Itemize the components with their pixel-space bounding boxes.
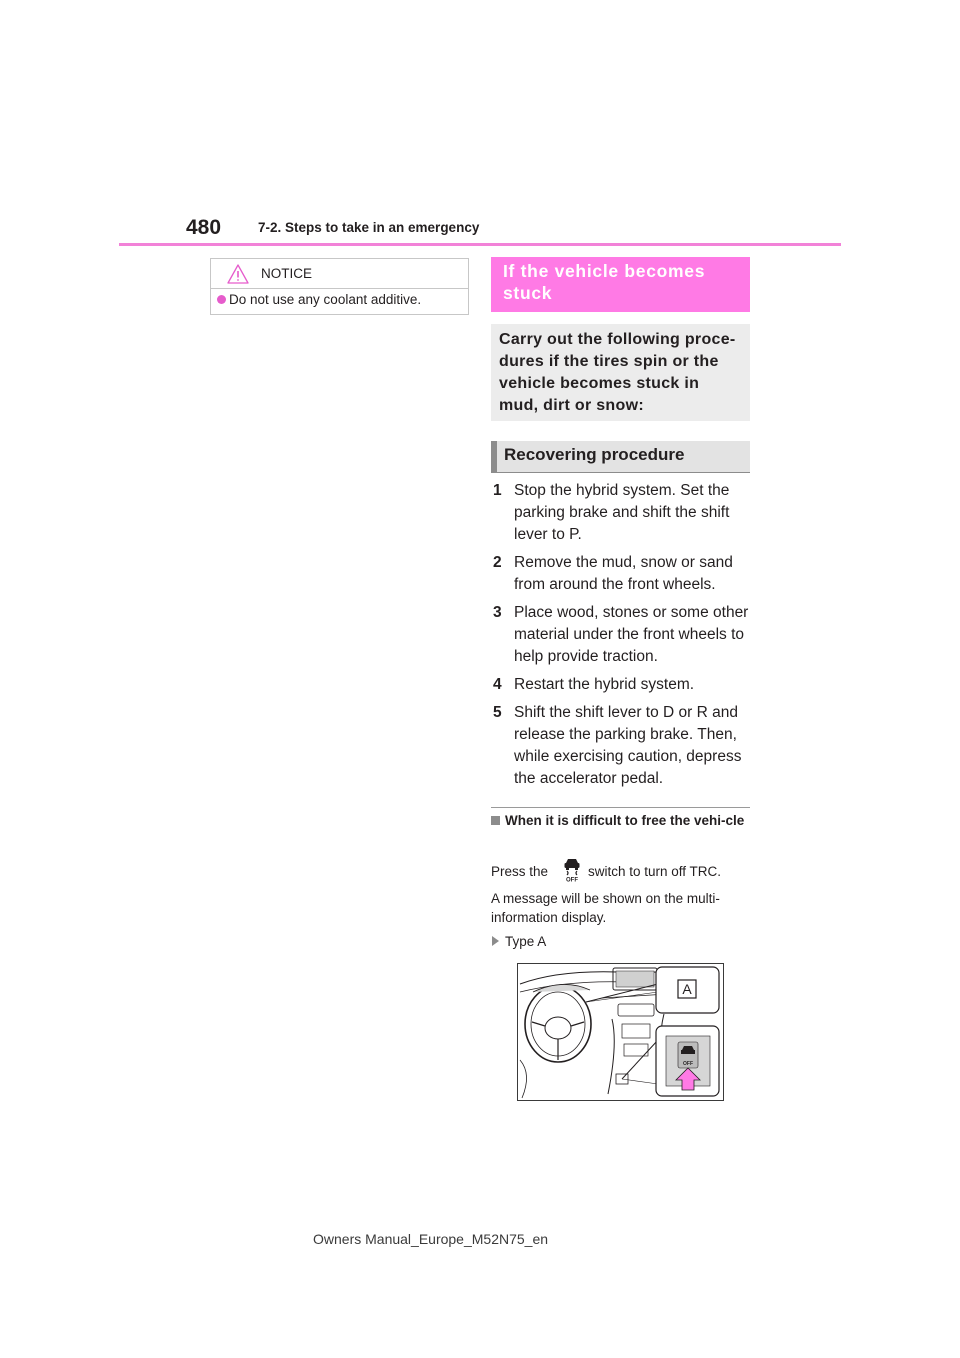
trc-icon-label: OFF	[566, 877, 578, 882]
footer-text: Owners Manual_Europe_M52N75_en	[313, 1231, 549, 1247]
trc-off-switch-icon	[561, 856, 583, 882]
step-number: 4	[493, 676, 502, 693]
step-number: 5	[493, 704, 502, 721]
step-text: Remove the mud, snow or sand from around the front wheels.	[514, 554, 733, 593]
notice-title: NOTICE	[261, 266, 313, 281]
subheading	[491, 813, 751, 828]
step-number: 1	[493, 482, 502, 499]
step-item	[491, 702, 751, 790]
notice-header	[211, 259, 468, 289]
dashboard-figure	[517, 963, 724, 1101]
step-text: Restart the hybrid system.	[514, 676, 695, 693]
triangle-bullet-icon	[492, 936, 499, 946]
figure-switch-label: OFF	[683, 1061, 693, 1067]
step-number: 2	[493, 554, 502, 571]
procedure-heading: Recovering procedure	[491, 441, 750, 473]
notice-item-text: Do not use any coolant additive.	[229, 292, 422, 307]
step-text: Place wood, stones or some other material under the front wheels to help provide traction.	[514, 604, 749, 665]
steps-list	[491, 480, 751, 796]
section-title: 7-2. Steps to take in an emergency	[258, 220, 480, 235]
step-item	[491, 674, 751, 696]
type-label	[492, 934, 546, 949]
step-number: 3	[493, 604, 502, 621]
lead-text: Carry out the following proce-dures if the tires spin or the vehicle becomes stuck in mud, dirt or snow:	[491, 324, 750, 421]
square-bullet-icon	[491, 816, 500, 825]
message-text: A message will be shown on the multi-information display.	[491, 891, 720, 925]
notice-item	[211, 289, 468, 315]
type-label-text: Type A	[505, 934, 547, 949]
step-text: Stop the hybrid system. Set the parking brake and shift the shift lever to P.	[514, 482, 730, 543]
warning-triangle-icon	[227, 264, 249, 284]
step-item	[491, 602, 751, 668]
press-instruction	[491, 862, 751, 886]
step-text: Shift the shift lever to D or R and release the parking brake. Then, while exercising caution, depress the accelerator pedal.	[514, 704, 742, 787]
notice-box	[210, 258, 469, 315]
step-item	[491, 480, 751, 546]
subheading-text: When it is difficult to free the vehi-cle	[505, 813, 745, 828]
dashboard-illustration	[518, 964, 723, 1100]
section-heading: If the vehicle becomes stuck	[491, 257, 750, 312]
bullet-dot-icon	[217, 295, 226, 304]
subheading-rule	[491, 807, 750, 808]
header-rule	[119, 243, 841, 246]
page-number: 480	[186, 216, 222, 239]
figure-callout-label: A	[682, 981, 692, 997]
press-text-after: switch to turn off TRC.	[588, 864, 722, 879]
press-text-before: Press the	[491, 864, 549, 879]
step-item	[491, 552, 751, 596]
